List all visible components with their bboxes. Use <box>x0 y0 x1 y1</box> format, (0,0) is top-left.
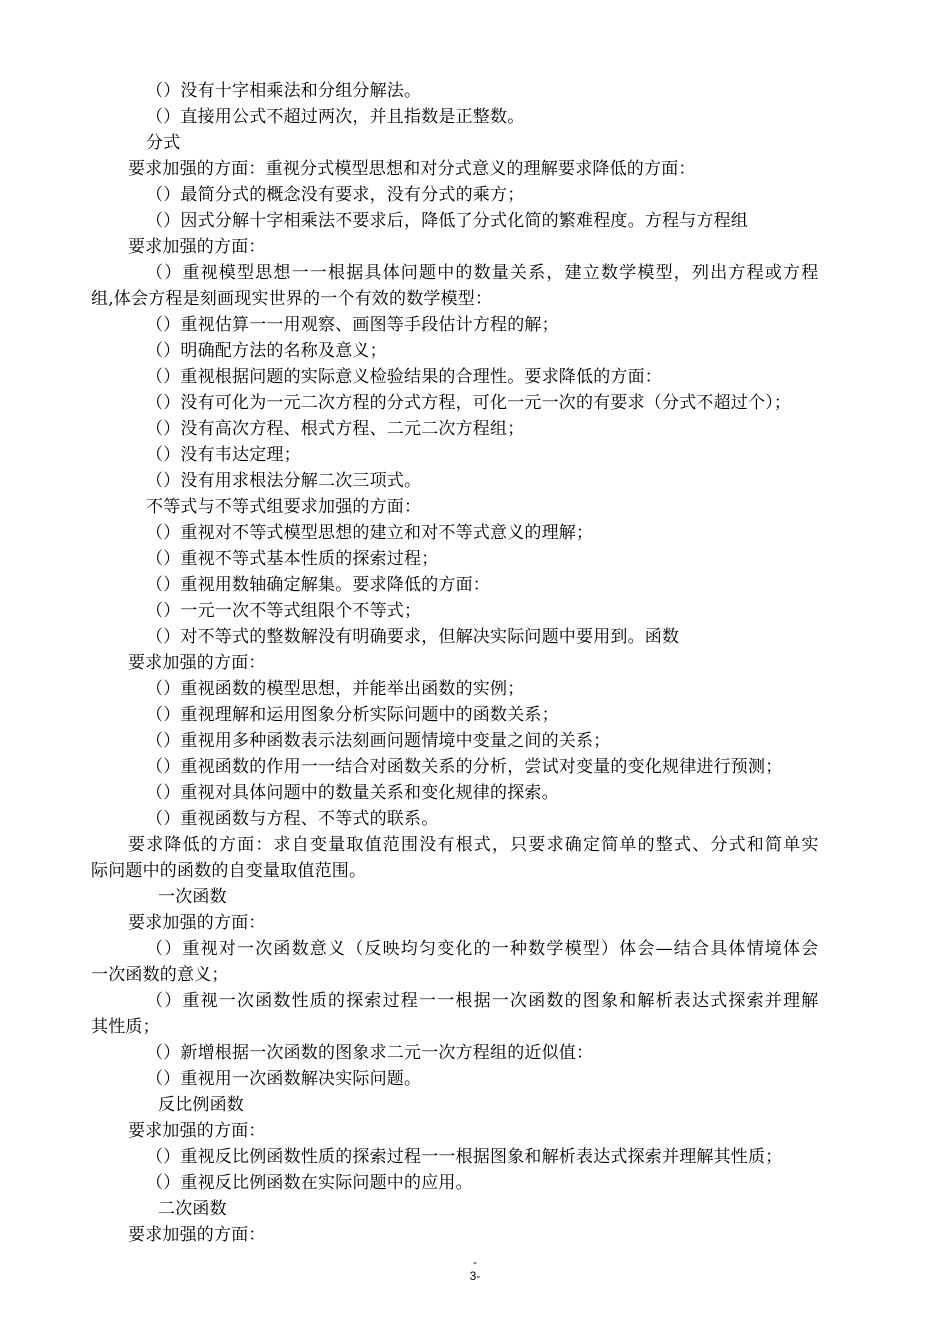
text-line: （）没有可化为一元二次方程的分式方程，可化一元一次的有要求（分式不超过个）； <box>146 393 792 413</box>
footer-dash: - <box>473 1255 477 1269</box>
text-line: （）直接用公式不超过两次，并且指数是正整数。 <box>146 107 525 127</box>
text-line: （）重视理解和运用图象分析实际问题中的函数关系； <box>146 705 559 725</box>
text-line: （）最简分式的概念没有要求，没有分式的乘方； <box>146 185 525 205</box>
text-line: （）重视函数与方程、不等式的联系。 <box>146 809 439 829</box>
text-line: （）重视反比例函数性质的探索过程一一根据图象和解析表达式探索并理解其性质； <box>146 1147 783 1167</box>
section-heading: 分式 <box>146 133 181 153</box>
text-line: （）一元一次不等式组限个不等式； <box>146 601 422 621</box>
text-line: 一次函数的意义； <box>91 965 229 985</box>
text-line: 要求加强的方面： <box>128 237 266 257</box>
text-line: （）重视用一次函数解决实际问题。 <box>146 1069 422 1089</box>
text-line: 要求加强的方面： <box>128 1121 266 1141</box>
text-line: （）没有用求根法分解二次三项式。 <box>146 471 422 491</box>
text-line: 际问题中的函数的自变量取值范围。 <box>91 861 367 881</box>
text-line: （）新增根据一次函数的图象求二元一次方程组的近似值： <box>146 1043 594 1063</box>
section-heading: 一次函数 <box>158 887 227 907</box>
text-line: （）重视对不等式模型思想的建立和对不等式意义的理解； <box>146 523 594 543</box>
text-line: （）重视一次函数性质的探索过程一一根据一次函数的图象和解析表达式探索并理解 <box>146 991 820 1011</box>
text-line: 要求加强的方面： <box>128 653 266 673</box>
text-line: （）重视对具体问题中的数量关系和变化规律的探索。 <box>146 783 559 803</box>
text-line: （）重视不等式基本性质的探索过程； <box>146 549 439 569</box>
text-line: （）重视函数的作用一一结合对函数关系的分析，尝试对变量的变化规律进行预测； <box>146 757 783 777</box>
text-line: （）没有十字相乘法和分组分解法。 <box>146 81 422 101</box>
section-heading: 二次函数 <box>158 1199 227 1219</box>
text-line: 要求降低的方面：求自变量取值范围没有根式，只要求确定简单的整式、分式和简单实 <box>128 835 820 855</box>
text-line: （）重视反比例函数在实际问题中的应用。 <box>146 1173 473 1193</box>
section-heading: 不等式与不等式组要求加强的方面： <box>146 497 422 517</box>
text-line: （）重视对一次函数意义（反映均匀变化的一种数学模型）体会—结合具体情境体会 <box>146 939 820 959</box>
text-line: （）因式分解十字相乘法不要求后，降低了分式化简的繁难程度。方程与方程组 <box>146 211 748 231</box>
text-line: （）重视根据问题的实际意义检验结果的合理性。要求降低的方面： <box>146 367 662 387</box>
text-line: 要求加强的方面： <box>128 913 266 933</box>
text-line: 其性质； <box>91 1017 160 1037</box>
text-line: （）重视模型思想一一根据具体问题中的数量关系，建立数学模型，列出方程或方程 <box>146 263 820 283</box>
text-line: （）对不等式的整数解没有明确要求，但解决实际问题中要用到。函数 <box>146 627 680 647</box>
text-line: （）重视用数轴确定解集。要求降低的方面： <box>146 575 490 595</box>
page-number: 3- <box>469 1269 481 1283</box>
text-line: 要求加强的方面： <box>128 1225 266 1245</box>
section-heading: 反比例函数 <box>158 1095 244 1115</box>
text-line: 要求加强的方面：重视分式模型思想和对分式意义的理解要求降低的方面： <box>128 159 696 179</box>
text-line: （）重视估算一一用观察、画图等手段估计方程的解； <box>146 315 559 335</box>
text-line: 组,体会方程是刻画现实世界的一个有效的数学模型： <box>91 289 493 309</box>
text-line: （）没有韦达定理； <box>146 445 301 465</box>
text-line: （）重视函数的模型思想，并能举出函数的实例； <box>146 679 525 699</box>
text-line: （）没有高次方程、根式方程、二元二次方程组； <box>146 419 525 439</box>
text-line: （）明确配方法的名称及意义； <box>146 341 387 361</box>
text-line: （）重视用多种函数表示法刻画问题情境中变量之间的关系； <box>146 731 611 751</box>
